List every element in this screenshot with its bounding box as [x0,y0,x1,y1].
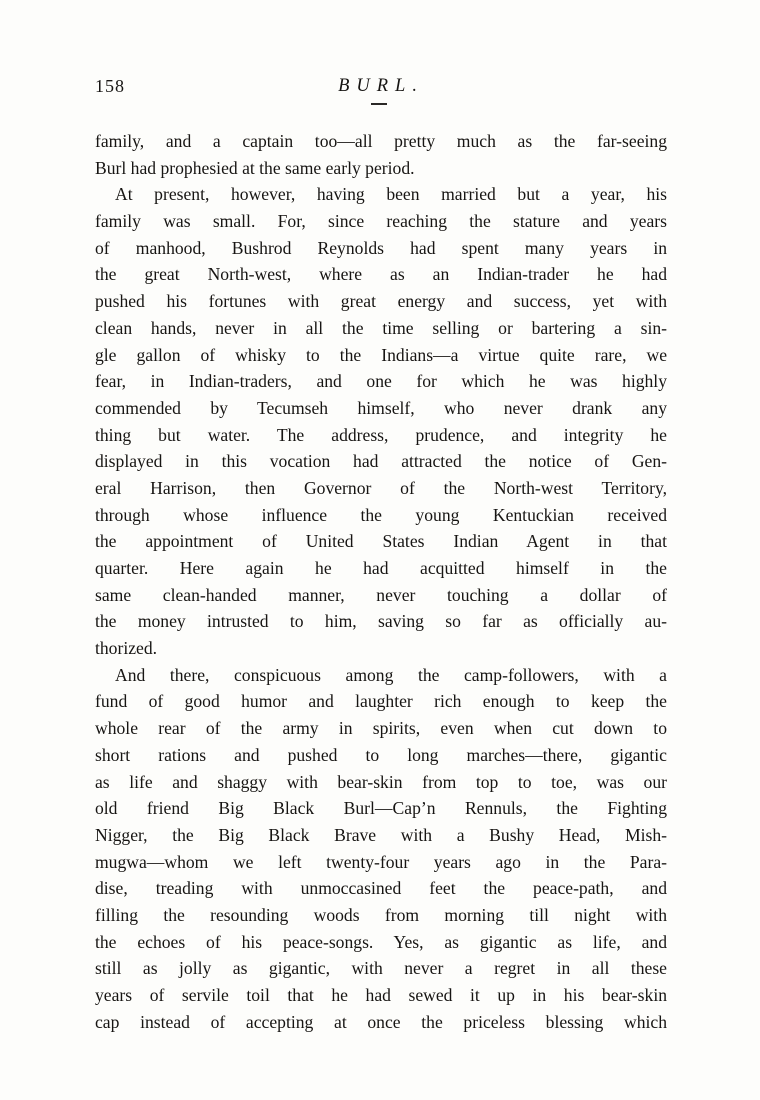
text-line: family, and a captain too—all pretty much as the far-seeing [95,131,667,151]
text-line: mugwa—whom we left twenty-four years ago in the Para- [95,851,667,872]
text-line: eral Harrison, then Governor of the North-west Territory, [95,477,667,498]
text-line: fear, in Indian-traders, and one for which he was highly [95,371,667,392]
text-line: clean hands, never in all the time selling or bartering a sin- [95,317,667,338]
text-line: At present, however, having been married but a year, his [115,184,667,205]
text-line: thorized. [95,638,158,659]
text-line: same clean-handed manner, never touching a dollar of [95,584,667,605]
text-line: old friend Big Black Burl—Cap’n Rennuls, the Fighting [95,798,667,819]
text-line: whole rear of the army in spirits, even when cut down to [95,718,667,739]
text-line: the echoes of his peace-songs. Yes, as gigantic as life, and [95,931,667,952]
text-line: And there, conspicuous among the camp-followers, with a [115,664,667,685]
text-block [95,76,667,1035]
text-line: short rations and pushed to long marches—there, gigantic [95,744,667,765]
text-line: still as jolly as gigantic, with never a regret in all these [95,958,667,979]
text-line: cap instead of accepting at once the priceless blessing which [95,1011,667,1032]
text-line: as life and shaggy with bear-skin from top to toe, was our [95,771,667,792]
running-head [95,76,667,128]
text-line: dise, treading with unmoccasined feet the peace-path, and [95,878,667,899]
text-line: commended by Tecumseh himself, who never drank any [95,397,667,418]
header-rule [371,103,387,105]
text-line: the money intrusted to him, saving so far as officially au- [95,611,667,632]
text-line: the appointment of United States Indian Agent in that [95,531,667,552]
text-line: Burl had prophesied at the same early period. [95,157,415,178]
text-line: fund of good humor and laughter rich enough to keep the [95,691,667,712]
text-line: thing but water. The address, prudence, and integrity he [95,424,667,445]
page-number: 158 [95,76,125,96]
text-line: the great North-west, where as an Indian-trader he had [95,264,667,285]
body-text [95,128,667,1035]
text-line: pushed his fortunes with great energy and success, yet with [95,291,667,312]
text-line: filling the resounding woods from morning till night with [95,904,667,925]
text-line: of manhood, Bushrod Reynolds had spent many years in [95,237,667,258]
chapter-title: BURL. [338,76,424,96]
text-line: quarter. Here again he had acquitted himself in the [95,558,667,578]
text-line: years of servile toil that he had sewed it up in his bear-skin [95,985,667,1005]
text-line: family was small. For, since reaching the stature and years [95,211,667,232]
text-line: displayed in this vocation had attracted the notice of Gen- [95,451,667,472]
text-line: gle gallon of whisky to the Indians—a virtue quite rare, we [95,344,667,365]
text-line: through whose influence the young Kentuckian received [95,504,667,525]
text-line: Nigger, the Big Black Brave with a Bushy Head, Mish- [95,824,667,845]
